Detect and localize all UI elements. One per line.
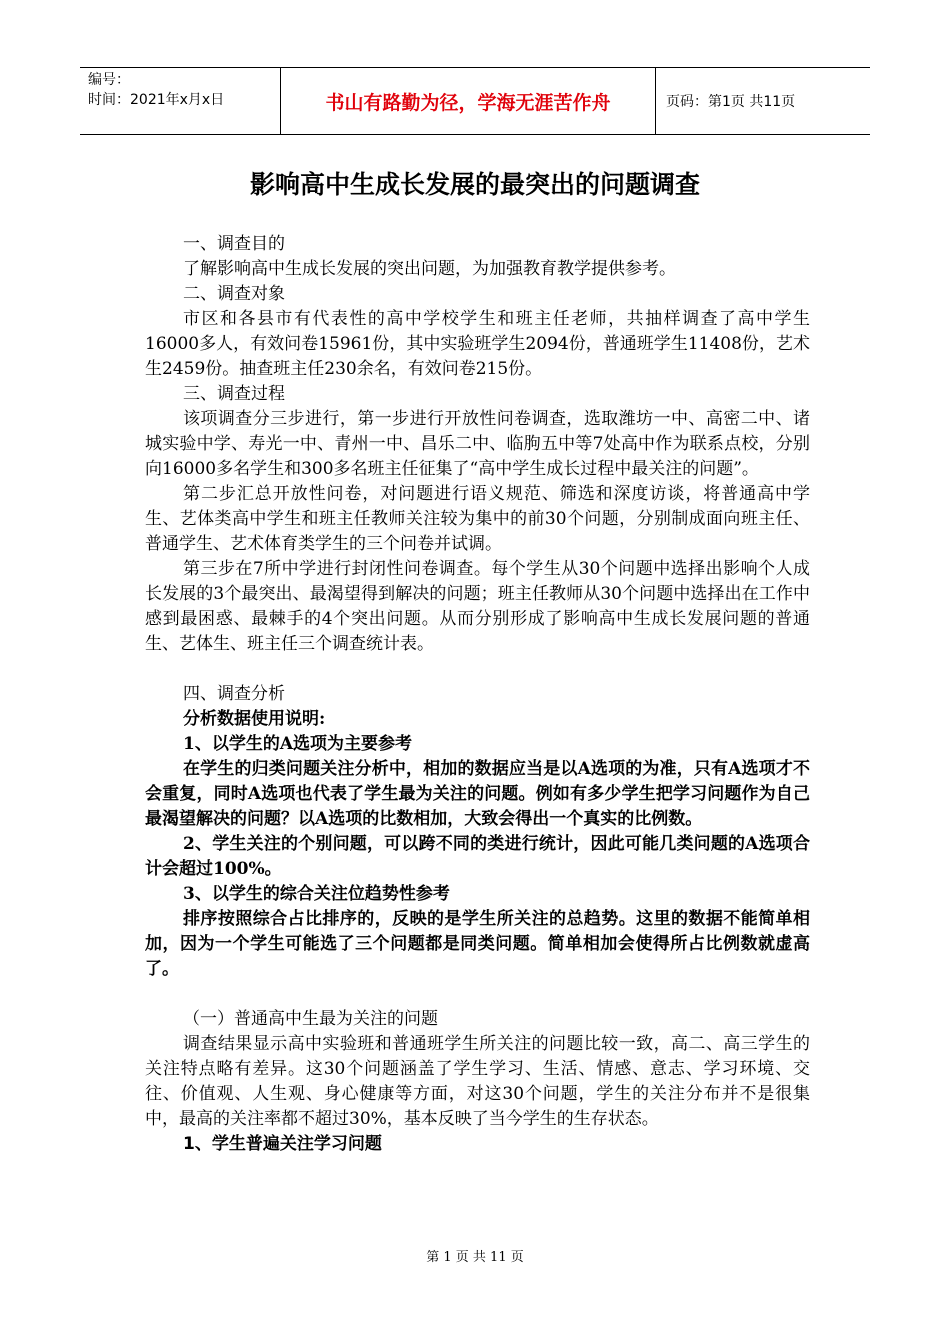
- paragraph: 第三步在7所中学进行封闭性问卷调查。每个学生从30个问题中选择出影响个人成长发展的3个最突出、最渴望得到解决的问题；班主任教师从30个问题中选择出在工作中感到最困惑、最棘手的4个突出问题。从而分别形成了影响高中生成长发展问题的普通生、艺体生、班主任三个调查统计表。: [145, 559, 810, 654]
- spacer: [145, 657, 810, 682]
- section-heading-process: 三、调查过程: [183, 384, 285, 404]
- paragraph: 第二步汇总开放性问卷，对问题进行语义规范、筛选和深度访谈，将普通高中学生、艺体类高中学生和班主任教师关注较为集中的前30个问题，分别制成面向班主任、普通学生、艺术体育类学生的三个问卷并试调。: [145, 484, 810, 554]
- analysis-note-2: 2、学生关注的个别问题，可以跨不同的类进行统计，因此可能几类问题的A选项合计会超过100%。: [145, 834, 810, 879]
- number-label: 编号：: [88, 72, 130, 88]
- header-motto-cell: [280, 68, 656, 134]
- page-info-text: 页码：第1页 共11页: [666, 94, 796, 110]
- document-title: 影响高中生成长发展的最突出的问题调查: [249, 170, 700, 199]
- analysis-note-1: 1、以学生的A选项为主要参考: [183, 734, 413, 754]
- analysis-note-3-text: 排序按照综合占比排序的，反映的是学生所关注的总趋势。这里的数据不能简单相加，因为一个学生可能选了三个问题都是同类问题。简单相加会使得所占比例数就虚高了。: [145, 909, 810, 979]
- page-footer: 第 1 页 共 11 页: [426, 1250, 524, 1265]
- paragraph: 市区和各县市有代表性的高中学校学生和班主任老师，共抽样调查了高中学生16000多人，有效问卷15961份，其中实验班学生2094份，普通班学生11408份，艺术生2459份。抽查班主任230余名，有效问卷215份。: [145, 309, 810, 379]
- header-meta: [80, 68, 280, 134]
- page-header: [80, 67, 870, 135]
- analysis-note-1-text: 在学生的归类问题关注分析中，相加的数据应当是以A选项的为准，只有A选项才不会重复，同时A选项也代表了学生最为关注的问题。例如有多少学生把学习问题作为自己最渴望解决的问题？以A选项的比数相加，大致会得出一个真实的比例数。: [145, 759, 810, 829]
- paragraph: 该项调查分三步进行，第一步进行开放性问卷调查，选取潍坊一中、高密二中、诸城实验中学、寿光一中、青州一中、昌乐二中、临朐五中等7处高中作为联系点校，分别向16000多名学生和300多名班主任征集了“高中学生成长过程中最关注的问题”。: [145, 409, 810, 479]
- section-heading-purpose: 一、调查目的: [183, 234, 285, 254]
- paragraph: 调查结果显示高中实验班和普通班学生所关注的问题比较一致，高二、高三学生的关注特点略有差异。这30个问题涵盖了学生学习、生活、情感、意志、学习环境、交往、价值观、人生观、身心健康等方面，对这30个问题，学生的关注分布并不是很集中，最高的关注率都不超过30%，基本反映了当今学生的生存状态。: [145, 1034, 810, 1129]
- subsection-heading: （一）普通高中生最为关注的问题: [183, 1009, 438, 1029]
- document-body: [145, 232, 810, 1157]
- time-line: 时间：2021年x月x日: [88, 92, 225, 108]
- analysis-subheading: 分析数据使用说明:: [183, 709, 326, 729]
- subsection-point-heading: 1、学生普遍关注学习问题: [183, 1134, 382, 1154]
- header-page-info: [656, 68, 870, 134]
- section-heading-analysis: 四、调查分析: [183, 684, 285, 704]
- paragraph: 了解影响高中生成长发展的突出问题，为加强教育教学提供参考。: [183, 259, 676, 279]
- header-motto: 书山有路勤为径，学海无涯苦作舟: [325, 91, 611, 114]
- spacer: [145, 982, 810, 1007]
- analysis-note-3: 3、以学生的综合关注位趋势性参考: [183, 884, 450, 904]
- section-heading-subjects: 二、调查对象: [183, 284, 285, 304]
